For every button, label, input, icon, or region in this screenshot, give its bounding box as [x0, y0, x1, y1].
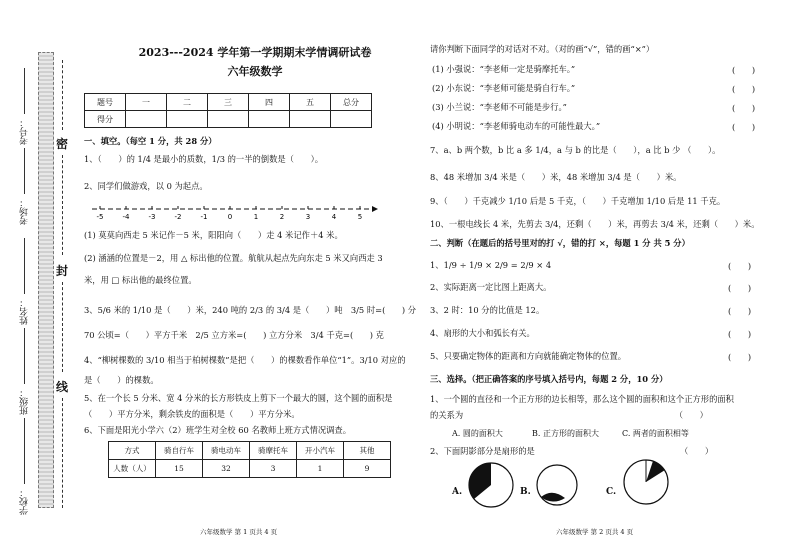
answer-paren[interactable]: ( ) — [728, 329, 752, 339]
figure-b-label[interactable]: B. — [520, 487, 531, 497]
answer-paren[interactable]: ( ) — [732, 103, 756, 113]
question-2-1: (1) 莫莫向西走 5 米记作－5 米，阳阳向（ ）走 4 米记作＋4 米。 — [84, 230, 343, 240]
survey-row-label: 人数（人） — [109, 460, 156, 478]
judge-item-3: (3) 小兰说：“李老师不可能是步行。” — [432, 102, 567, 112]
page-footer-right: 六年级数学 第 2 页共 4 页 — [556, 528, 634, 536]
question-5-line1: 5、在一个长 5 分米、宽 4 分米的长方形铁皮上剪下一个最大的圆，这个圆的面积是 — [84, 393, 393, 403]
survey-value-cell: 9 — [344, 460, 391, 478]
question-2-2-line2: 米，用 □ 标出他的最终位置。 — [84, 275, 197, 285]
answer-paren[interactable]: ( ) — [732, 65, 756, 75]
question-1: 1、（ ）的 1/4 是最小的质数，1/3 的一半的倒数是（ ）。 — [84, 154, 324, 164]
seal-dash-2 — [62, 155, 63, 255]
judge-item-1: (1) 小强说：“李老师一定是骑摩托车。” — [432, 64, 576, 74]
judge-question-1: 1、1/9 ÷ 1/9 × 2/9 = 2/9 × 4 — [430, 260, 552, 270]
score-header-cell: 题号 — [85, 94, 126, 111]
exam-room-label: 考场： — [20, 198, 30, 225]
choice-option-b[interactable]: B. 正方形的面积大 — [532, 429, 599, 438]
score-cell[interactable] — [249, 111, 290, 128]
figure-a-circle[interactable] — [466, 460, 516, 510]
number-line — [88, 197, 378, 221]
number-line-tick-label: -2 — [174, 213, 182, 221]
answer-paren[interactable]: ( ) — [728, 352, 752, 362]
number-line-tick-label: -5 — [96, 213, 104, 221]
number-line-tick-label: -4 — [122, 213, 130, 221]
seal-dash-3 — [62, 282, 63, 372]
choice-option-a[interactable]: A. 圆的面积大 — [452, 429, 503, 438]
school-label: 学校： — [20, 488, 30, 515]
answer-paren[interactable]: ( ) — [728, 306, 752, 316]
question-3-line1: 3、5/6 米的 1/10 是（ ）米，240 吨的 2/3 的 3/4 是（ ）吨 3/5 时=( ) 分 — [84, 305, 417, 315]
seal-dash-1 — [62, 60, 63, 130]
judge-item-4: (4) 小明说：“李老师骑电动车的可能性最大。” — [432, 121, 601, 131]
number-line-tick-label: 4 — [331, 213, 337, 221]
judge-item-2: (2) 小东说：“李老师可能是骑自行车。” — [432, 83, 576, 93]
class-label: 班级： — [20, 388, 30, 415]
question-3-line2: 70 公顷=（ ）平方千米 2/5 立方米=( ) 立方分米 3/4 千克=( ) 克 — [84, 330, 384, 340]
question-4-line1: 4、“柳树棵数的 3/10 相当于柏树棵数”是把（ ）的棵数看作单位“1”。3/10 对应的 — [84, 355, 406, 365]
section-1-heading: 一、填空。（每空 1 分，共 28 分） — [84, 136, 217, 146]
survey-header-cell: 方式 — [109, 442, 156, 460]
score-header-cell: 总分 — [331, 94, 372, 111]
number-line-tick-label: 0 — [227, 213, 233, 221]
judge-question-3: 3、2 时：10 分的比值是 12。 — [430, 305, 545, 315]
score-table — [84, 93, 372, 128]
exam-room-line — [24, 148, 25, 194]
answer-paren[interactable]: ( ) — [732, 122, 756, 132]
section-2-heading: 二、判断（在题后的括号里对的打 √，错的打 ×，每题 1 分 共 5 分） — [430, 238, 690, 248]
question-9: 9、（ ）千克减少 1/10 后是 5 千克，（ ）千克增加 1/10 后是 11 千克。 — [430, 196, 726, 206]
survey-value-cell: 32 — [203, 460, 250, 478]
judge-intro: 请你判断下面同学的对话对不对。（对的画“√”，错的画“×”） — [430, 44, 655, 54]
score-row-label: 得分 — [85, 111, 126, 128]
answer-paren[interactable]: ( ) — [732, 84, 756, 94]
survey-table — [108, 441, 391, 478]
question-7: 7、a、b 两个数，b 比 a 多 1/4，a 与 b 的比是（ ），a 比 b 少 （ ）。 — [430, 145, 721, 155]
exam-subtitle: 六年级数学 — [227, 65, 283, 78]
figure-c-label[interactable]: C. — [606, 487, 617, 497]
score-cell[interactable] — [126, 111, 167, 128]
score-table-score-row — [85, 111, 372, 128]
seal-char-feng: 封 — [56, 264, 69, 278]
survey-header-cell: 开小汽车 — [297, 442, 344, 460]
judge-question-4: 4、扇形的大小和弧长有关。 — [430, 328, 535, 338]
judge-question-5: 5、只要确定物体的距离和方向就能确定物体的位置。 — [430, 351, 627, 361]
choice-question-1-line1: 1、一个圆的直径和一个正方形的边长相等，那么这个圆的面积和这个正方形的面积 — [430, 394, 734, 404]
survey-header-cell: 其他 — [344, 442, 391, 460]
score-cell[interactable] — [331, 111, 372, 128]
survey-header-cell: 骑自行车 — [156, 442, 203, 460]
question-8: 8、48 米增加 3/4 米是（ ）米，48 米增加 3/4 是（ ）米。 — [430, 172, 682, 182]
class-line — [24, 328, 25, 384]
number-line-tick-label: -1 — [200, 213, 208, 221]
question-6: 6、下面是阳光小学六（2）班学生对全校 60 名教师上班方式情况调查。 — [84, 425, 352, 435]
number-line-tick-label: 3 — [305, 213, 311, 221]
question-2-2-line1: (2) 涵涵的位置是－2，用 △ 标出他的位置。航航从起点先向东走 5 米又向西走 3 — [84, 253, 383, 263]
number-line-tick-label: 2 — [279, 213, 285, 221]
seal-char-xian: 线 — [56, 380, 69, 394]
question-5-line2: （ ）平方分米，剩余铁皮的面积是（ ）平方分米。 — [84, 409, 300, 419]
score-header-cell: 三 — [208, 94, 249, 111]
answer-paren[interactable]: ( ) — [728, 283, 752, 293]
score-header-cell: 五 — [290, 94, 331, 111]
exam-no-line — [24, 68, 25, 114]
choice-question-1-line2: 的关系为 （ ） — [430, 410, 708, 420]
school-line — [24, 418, 25, 484]
survey-header-cell: 骑摩托车 — [250, 442, 297, 460]
name-label: 姓名： — [20, 298, 30, 325]
number-line-tick-label: 1 — [253, 213, 259, 221]
score-header-cell: 一 — [126, 94, 167, 111]
figure-a-label[interactable]: A. — [452, 487, 463, 497]
binding-strip — [38, 52, 54, 508]
exam-no-label: 考号： — [20, 118, 30, 145]
score-header-cell: 二 — [167, 94, 208, 111]
score-cell[interactable] — [290, 111, 331, 128]
score-table-header-row — [85, 94, 372, 111]
seal-char-mi: 密 — [56, 137, 69, 151]
exam-title: 2023---2024 学年第一学期期末学情调研试卷 — [138, 46, 372, 59]
judge-question-2: 2、实际距离一定比图上距离大。 — [430, 282, 552, 292]
score-cell[interactable] — [167, 111, 208, 128]
figure-c-circle[interactable] — [620, 456, 672, 508]
seal-dash-4 — [62, 398, 63, 508]
survey-value-cell: 15 — [156, 460, 203, 478]
answer-paren[interactable]: ( ) — [728, 261, 752, 271]
number-line-tick-label: -3 — [148, 213, 156, 221]
survey-value-cell: 1 — [297, 460, 344, 478]
number-line-tick-label: 5 — [357, 213, 363, 221]
section-3-heading: 三、选择。（把正确答案的序号填入括号内，每题 2 分，10 分） — [430, 374, 668, 384]
survey-header-row — [109, 442, 391, 460]
choice-option-c[interactable]: C. 两者的面积相等 — [622, 429, 689, 438]
question-2: 2、同学们做游戏，以 0 为起点。 — [84, 181, 208, 191]
survey-header-cell: 骑电动车 — [203, 442, 250, 460]
choice-question-2: 2、下面阴影部分是扇形的是 （ ） — [430, 446, 714, 456]
name-line — [24, 238, 25, 294]
question-10: 10、一根电线长 4 米，先剪去 3/4，还剩（ ）米，再剪去 3/4 米，还剩（ ）米。 — [430, 219, 760, 229]
figure-b-circle[interactable] — [534, 462, 580, 508]
question-4-line2: 是（ ）的棵数。 — [84, 375, 159, 385]
score-header-cell: 四 — [249, 94, 290, 111]
survey-value-cell: 3 — [250, 460, 297, 478]
page-footer-left: 六年级数学 第 1 页共 4 页 — [200, 528, 278, 536]
score-cell[interactable] — [208, 111, 249, 128]
survey-value-row — [109, 460, 391, 478]
